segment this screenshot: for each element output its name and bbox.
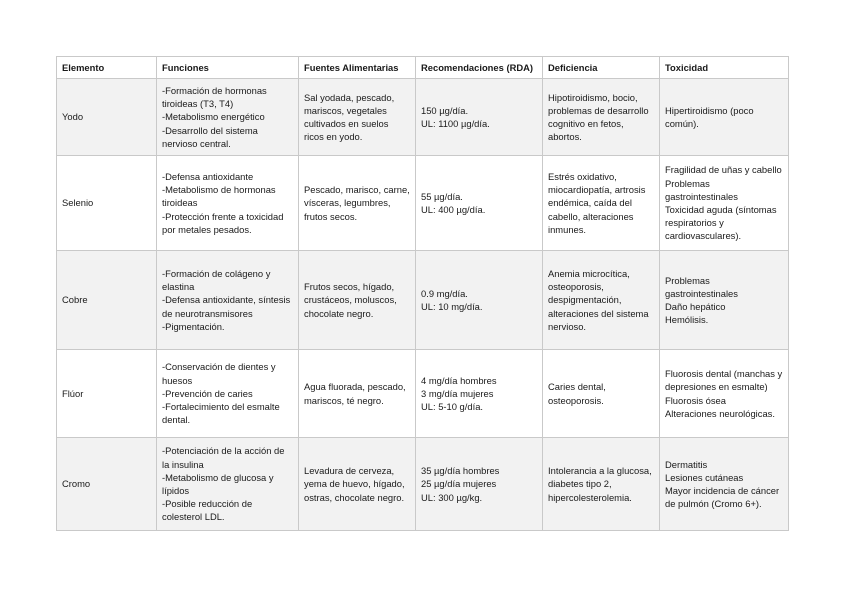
header-elemento: Elemento	[57, 57, 157, 79]
cell-deficiencia: Estrés oxidativo, miocardiopatía, artrosis endémica, caída del cabello, alteraciones inmunes.	[543, 156, 660, 251]
cell-fuentes: Frutos secos, hígado, crustáceos, moluscos, chocolate negro.	[299, 251, 416, 350]
cell-deficiencia: Anemia microcítica, osteoporosis, despigmentación, alteraciones del sistema nervioso.	[543, 251, 660, 350]
cell-recomendaciones: 150 µg/día. UL: 1100 µg/día.	[416, 79, 543, 156]
table-row	[57, 156, 789, 251]
cell-elemento: Flúor	[57, 350, 157, 438]
table-body	[57, 79, 789, 531]
cell-funciones: -Conservación de dientes y huesos -Prevención de caries -Fortalecimiento del esmalte dental.	[157, 350, 299, 438]
table-row	[57, 438, 789, 531]
cell-deficiencia: Hipotiroidismo, bocio, problemas de desarrollo cognitivo en fetos, abortos.	[543, 79, 660, 156]
header-funciones: Funciones	[157, 57, 299, 79]
cell-toxicidad: Fragilidad de uñas y cabello Problemas gastrointestinales Toxicidad aguda (síntomas respiratorios y cardiovasculares).	[660, 156, 789, 251]
nutrients-table-container	[56, 56, 788, 531]
cell-funciones: -Formación de colágeno y elastina -Defensa antioxidante, síntesis de neurotransmisores -Pigmentación.	[157, 251, 299, 350]
cell-fuentes: Pescado, marisco, carne, vísceras, legumbres, frutos secos.	[299, 156, 416, 251]
cell-elemento: Yodo	[57, 79, 157, 156]
header-recomendaciones: Recomendaciones (RDA)	[416, 57, 543, 79]
cell-fuentes: Sal yodada, pescado, mariscos, vegetales cultivados en suelos ricos en yodo.	[299, 79, 416, 156]
cell-toxicidad: Fluorosis dental (manchas y depresiones en esmalte) Fluorosis ósea Alteraciones neurológicas.	[660, 350, 789, 438]
cell-elemento: Selenio	[57, 156, 157, 251]
cell-funciones: -Potenciación de la acción de la insulina -Metabolismo de glucosa y lípidos -Posible reducción de colesterol LDL.	[157, 438, 299, 531]
cell-fuentes: Agua fluorada, pescado, mariscos, té negro.	[299, 350, 416, 438]
cell-recomendaciones: 55 µg/día. UL: 400 µg/día.	[416, 156, 543, 251]
cell-funciones: -Defensa antioxidante -Metabolismo de hormonas tiroideas -Protección frente a toxicidad por metales pesados.	[157, 156, 299, 251]
cell-recomendaciones: 35 µg/día hombres 25 µg/día mujeres UL: 300 µg/kg.	[416, 438, 543, 531]
cell-funciones: -Formación de hormonas tiroideas (T3, T4) -Metabolismo energético -Desarrollo del sistema nervioso central.	[157, 79, 299, 156]
table-header	[57, 57, 789, 79]
cell-toxicidad: Problemas gastrointestinales Daño hepático Hemólisis.	[660, 251, 789, 350]
cell-fuentes: Levadura de cerveza, yema de huevo, hígado, ostras, chocolate negro.	[299, 438, 416, 531]
table-row	[57, 79, 789, 156]
header-fuentes: Fuentes Alimentarias	[299, 57, 416, 79]
cell-deficiencia: Caries dental, osteoporosis.	[543, 350, 660, 438]
cell-elemento: Cromo	[57, 438, 157, 531]
cell-toxicidad: Hipertiroidismo (poco común).	[660, 79, 789, 156]
header-row	[57, 57, 789, 79]
cell-deficiencia: Intolerancia a la glucosa, diabetes tipo 2, hipercolesterolemia.	[543, 438, 660, 531]
table-row	[57, 350, 789, 438]
cell-elemento: Cobre	[57, 251, 157, 350]
cell-recomendaciones: 0.9 mg/día. UL: 10 mg/día.	[416, 251, 543, 350]
header-deficiencia: Deficiencia	[543, 57, 660, 79]
table-row	[57, 251, 789, 350]
header-toxicidad: Toxicidad	[660, 57, 789, 79]
trace-elements-table	[56, 56, 789, 531]
cell-recomendaciones: 4 mg/día hombres 3 mg/día mujeres UL: 5-10 g/día.	[416, 350, 543, 438]
cell-toxicidad: Dermatitis Lesiones cutáneas Mayor incidencia de cáncer de pulmón (Cromo 6+).	[660, 438, 789, 531]
